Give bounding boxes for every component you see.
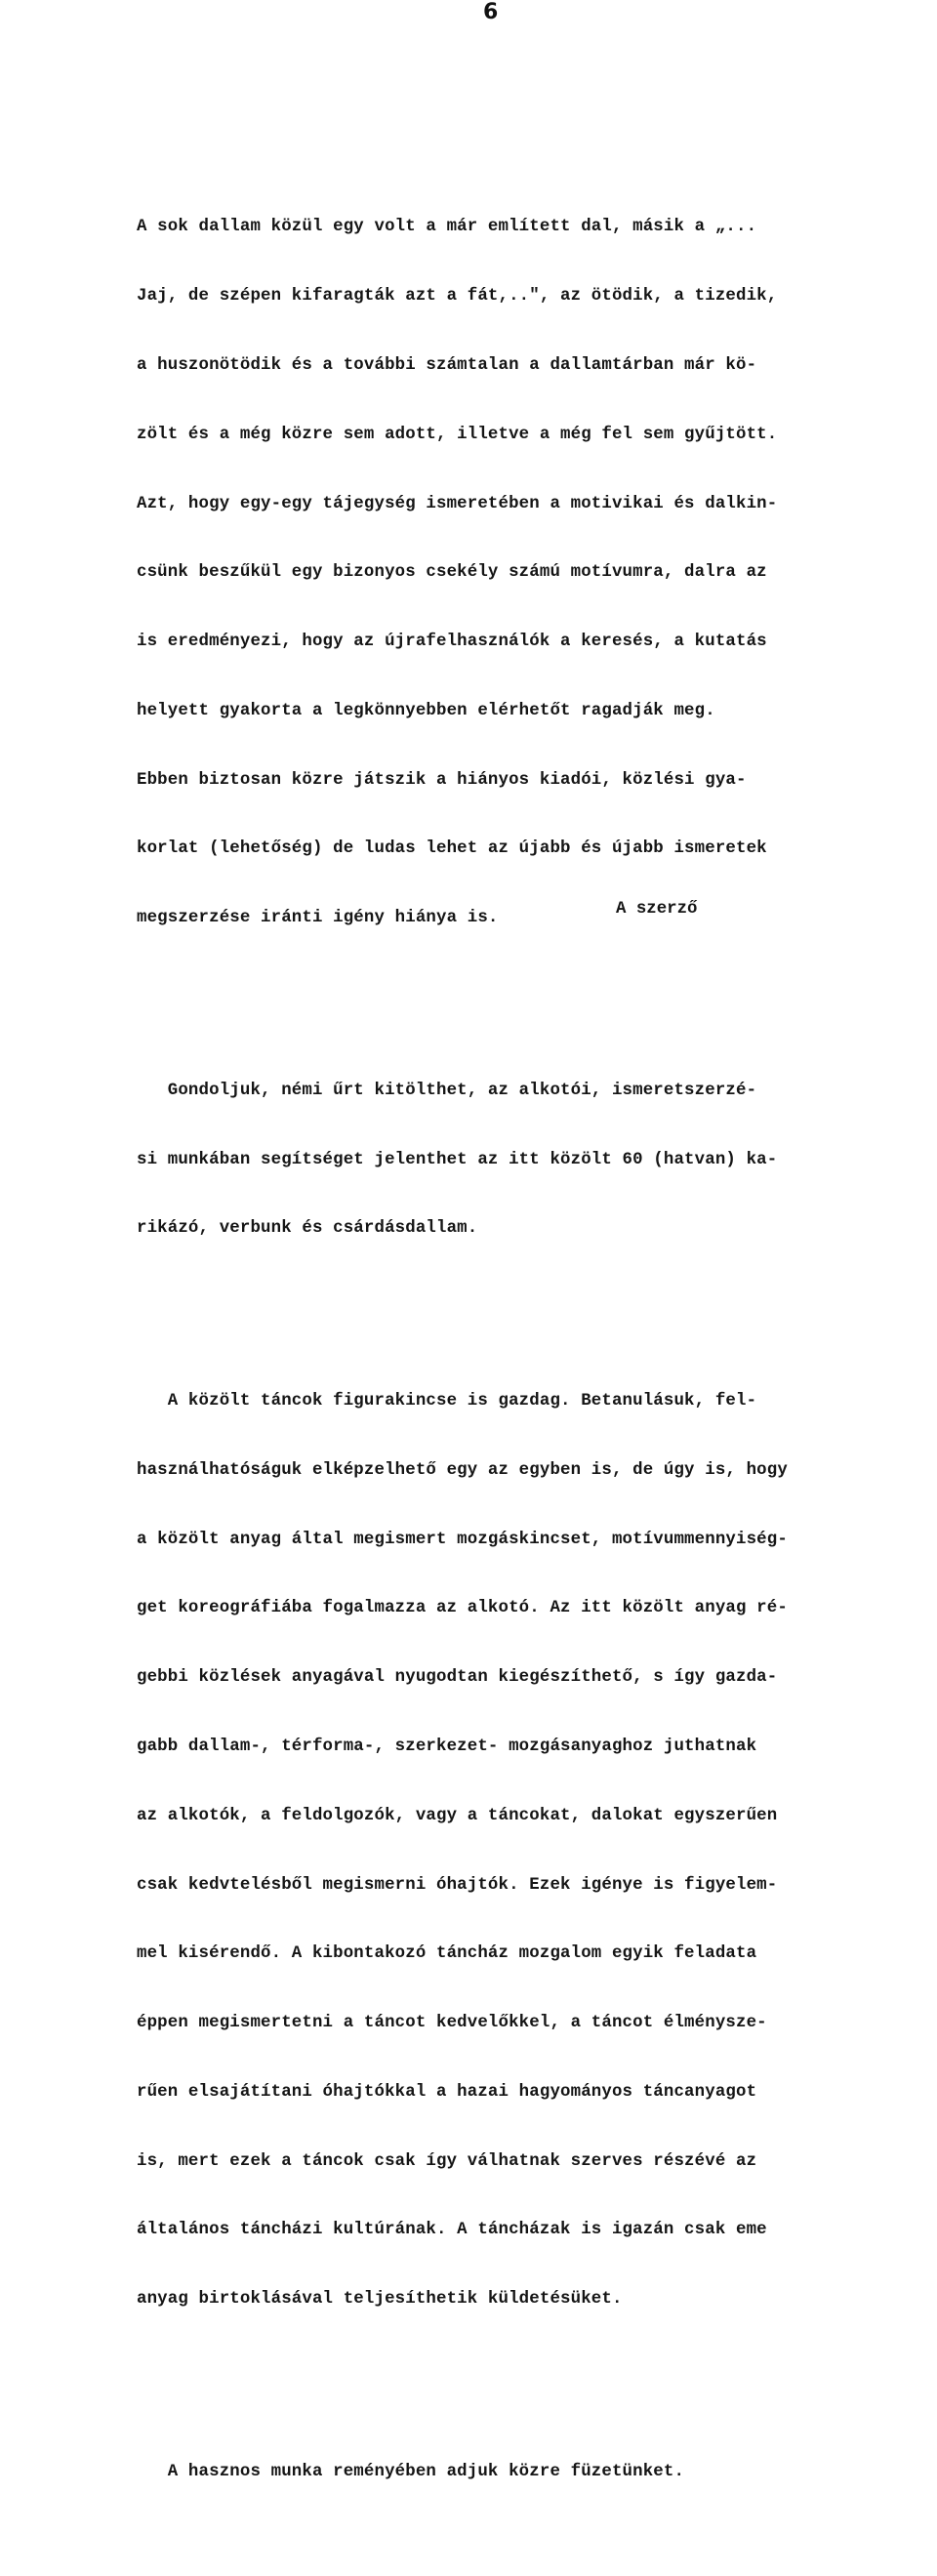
text-line: helyett gyakorta a legkönnyebben elérhetőt ragadják meg.	[137, 701, 715, 720]
text-line: gebbi közlések anyagával nyugodtan kiegészíthető, s így gazda-	[137, 1668, 778, 1688]
text-line: használhatóságuk elképzelhető egy az egyben is, de úgy is, hogy	[137, 1460, 788, 1480]
text-line: rikázó, verbunk és csárdásdallam.	[137, 1219, 478, 1239]
text-line: is, mert ezek a táncok csak így válhatnak szerves részévé az	[137, 2151, 757, 2171]
text-line: Gondoljuk, némi űrt kitölthet, az alkotói, ismeretszerzé-	[137, 1081, 757, 1100]
paragraph-1	[137, 170, 929, 976]
text-line: korlat (lehetőség) de ludas lehet az újabb és újabb ismeretek	[137, 839, 767, 859]
text-line: Ebben biztosan közre játszik a hiányos kiadói, közlési gya-	[137, 770, 747, 790]
text-line: zölt és a még közre sem adott, illetve a még fel sem gyűjtött.	[137, 425, 778, 444]
text-line: A hasznos munka reményében adjuk közre füzetünket.	[137, 2462, 685, 2481]
text-line: megszerzése iránti igény hiánya is.	[137, 909, 499, 928]
text-line: Jaj, de szépen kifaragták azt a fát,..", az ötödik, a tizedik,	[137, 287, 778, 307]
text-line: Azt, hogy egy-egy tájegység ismeretében a motivikai és dalkin-	[137, 494, 778, 513]
text-line: a közölt anyag által megismert mozgáskincset, motívummennyiség-	[137, 1530, 788, 1549]
text-line: rűen elsajátítani óhajtókkal a hazai hagyományos táncanyagot	[137, 2082, 757, 2102]
page-number: 6	[483, 0, 499, 24]
paragraph-3	[137, 1344, 929, 2357]
text-line: is eredményezi, hogy az újrafelhasználók a keresés, a kutatás	[137, 633, 767, 652]
text-line: az alkotók, a feldolgozók, vagy a táncokat, dalokat egyszerűen	[137, 1806, 778, 1825]
text-line: A közölt táncok figurakincse is gazdag. Betanulásuk, fel-	[137, 1392, 757, 1411]
text-line: csak kedvtelésből megismerni óhajtók. Ezek igénye is figyelem-	[137, 1875, 778, 1895]
text-line: a huszonötödik és a további számtalan a dallamtárban már kö-	[137, 355, 757, 375]
text-line: A sok dallam közül egy volt a már említett dal, másik a „...	[137, 218, 757, 237]
text-line: anyag birtoklásával teljesíthetik küldetésüket.	[137, 2290, 623, 2310]
text-line: si munkában segítséget jelenthet az itt közölt 60 (hatvan) ka-	[137, 1150, 778, 1169]
text-line: csünk beszűkül egy bizonyos csekély számú motívumra, dalra az	[137, 563, 767, 583]
paragraph-2	[137, 1034, 929, 1288]
paragraph-4	[137, 2415, 929, 2530]
text-line: általános táncházi kultúrának. A táncházak is igazán csak eme	[137, 2221, 767, 2240]
body-text	[137, 124, 929, 2576]
text-line: mel kisérendő. A kibontakozó táncház mozgalom egyik feladata	[137, 1944, 757, 1964]
author-signature: A szerző	[616, 900, 698, 919]
text-line: gabb dallam-, térforma-, szerkezet- mozgásanyaghoz juthatnak	[137, 1737, 757, 1756]
text-line: éppen megismertetni a táncot kedvelőkkel, a táncot élménysze-	[137, 2014, 767, 2033]
text-line: get koreográfiába fogalmazza az alkotó. Az itt közölt anyag ré-	[137, 1599, 788, 1618]
